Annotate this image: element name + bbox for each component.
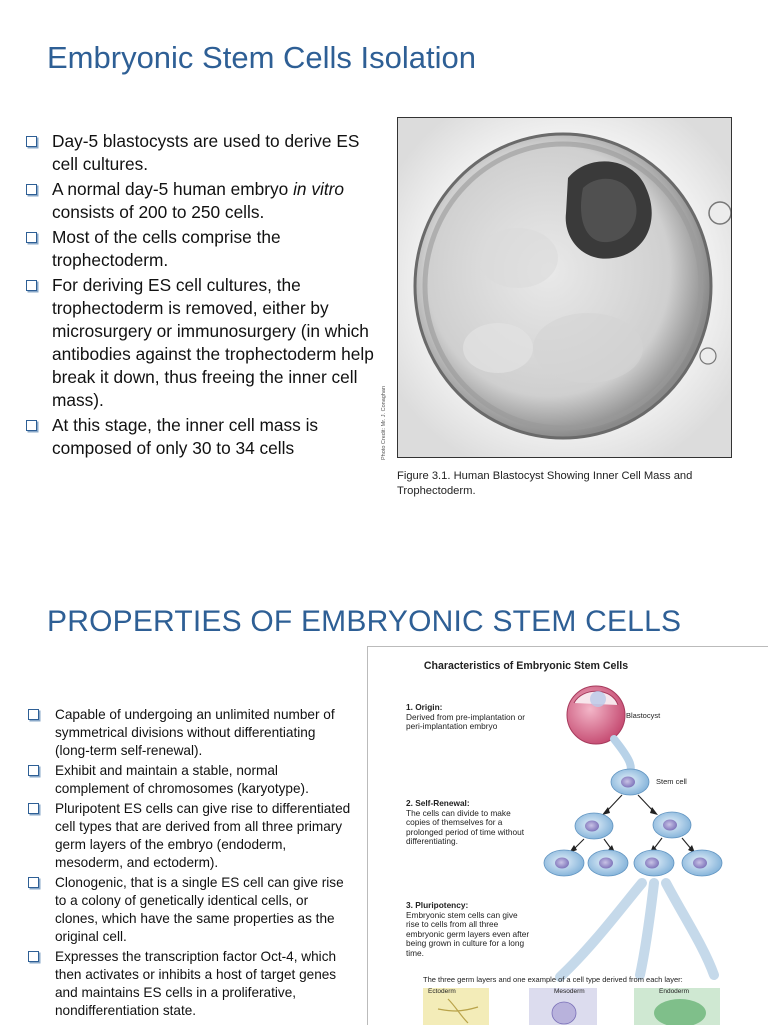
bullet-text: consists of 200 to 250 cells.	[52, 202, 265, 222]
blastocyst-label: Blastocyst	[626, 711, 661, 720]
slide-title-properties: PROPERTIES OF EMBRYONIC STEM CELLS	[47, 605, 682, 638]
bullet-text: Clonogenic, that is a single ES cell can give rise to a colony of genetically identical cells, or clones, which have the same properties as the original cell.	[55, 875, 344, 944]
pluripotency-step	[406, 901, 531, 959]
endoderm-label: Endoderm	[659, 988, 689, 995]
list-item	[26, 130, 378, 176]
bullet-text: For deriving ES cell cultures, the trophectoderm is removed, either by microsurgery or immunosurgery (in which antibodies against the trophectoderm help break it down, thus freeing the inner cell mass).	[52, 275, 374, 410]
list-item	[28, 706, 353, 760]
origin-heading: 1. Origin:	[406, 702, 443, 712]
bullet-box-icon	[28, 765, 39, 776]
list-item	[26, 178, 378, 224]
stem-cell-icon	[634, 850, 674, 876]
diagram-title: Characteristics of Embryonic Stem Cells	[423, 660, 629, 672]
properties-bullet-list	[28, 706, 353, 1022]
stem-cell-icon	[653, 812, 691, 838]
self-renewal-heading: 2. Self-Renewal:	[406, 798, 470, 808]
list-item	[26, 226, 378, 272]
list-item	[26, 414, 378, 460]
stem-cell-icon	[611, 769, 649, 795]
stem-cell-label: Stem cell	[656, 777, 687, 786]
stem-cell-icon	[575, 813, 613, 839]
blastocyst-photo	[397, 117, 732, 458]
bullet-box-icon	[26, 184, 37, 195]
pluripotency-heading: 3. Pluripotency:	[406, 900, 469, 910]
figure-caption: Figure 3.1. Human Blastocyst Showing Inner Cell Mass and Trophectoderm.	[397, 470, 693, 497]
isolation-bullet-list	[26, 130, 378, 462]
origin-text: Derived from pre-implantation or peri-implantation embryo	[406, 711, 525, 732]
bullet-text: Capable of undergoing an unlimited number of symmetrical divisions without differentiating (long-term self-renewal).	[55, 707, 335, 758]
list-item	[26, 274, 378, 412]
bullet-box-icon	[26, 420, 37, 431]
stem-cell-icon	[682, 850, 722, 876]
mesoderm-label: Mesoderm	[554, 988, 585, 995]
bullet-box-icon	[26, 280, 37, 291]
bullet-box-icon	[28, 951, 39, 962]
list-item	[28, 800, 353, 872]
bullet-box-icon	[26, 232, 37, 243]
blastocyst-image	[398, 118, 731, 457]
list-item	[28, 874, 353, 946]
bullet-text: Day-5 blastocysts are used to derive ES cell cultures.	[52, 131, 360, 174]
self-renewal-text: The cells can divide to make copies of themselves for a prolonged period of time without differentiating.	[406, 807, 525, 847]
bullet-text-italic: in vitro	[293, 179, 344, 199]
self-renewal-step	[406, 799, 531, 847]
blastocyst-icon	[567, 686, 625, 744]
list-item	[28, 948, 353, 1020]
bullet-box-icon	[28, 709, 39, 720]
slide-title-isolation: Embryonic Stem Cells Isolation	[47, 40, 476, 75]
bullet-text: Exhibit and maintain a stable, normal complement of chromosomes (karyotype).	[55, 763, 309, 796]
pluripotency-text: Embryonic stem cells can give rise to cells from all three embryonic germ layers even after being grown in culture for a long time.	[406, 909, 530, 958]
bullet-box-icon	[26, 136, 37, 147]
stem-cell-icon	[544, 850, 584, 876]
ectoderm-label: Ectoderm	[428, 988, 456, 995]
bullet-text: Most of the cells comprise the trophectoderm.	[52, 227, 281, 270]
bullet-box-icon	[28, 803, 39, 814]
stem-cell-characteristics-diagram	[367, 646, 768, 1025]
bullet-text: At this stage, the inner cell mass is composed of only 30 to 34 cells	[52, 415, 319, 458]
stem-cell-icon	[588, 850, 628, 876]
bullet-box-icon	[28, 877, 39, 888]
germ-layers-caption: The three germ layers and one example of a cell type derived from each layer:	[423, 975, 683, 984]
list-item	[28, 762, 353, 798]
bullet-text: Pluripotent ES cells can give rise to differentiated cell types that are derived from all three primary germ layers of the embryo (endoderm, mesoderm, and ectoderm).	[55, 801, 351, 870]
bullet-text: A normal day-5 human embryo	[52, 179, 294, 199]
bullet-text: Expresses the transcription factor Oct-4, which then activates or inhibits a host of target genes and maintains ES cells in a proliferative, nondifferentiation state.	[55, 949, 337, 1018]
